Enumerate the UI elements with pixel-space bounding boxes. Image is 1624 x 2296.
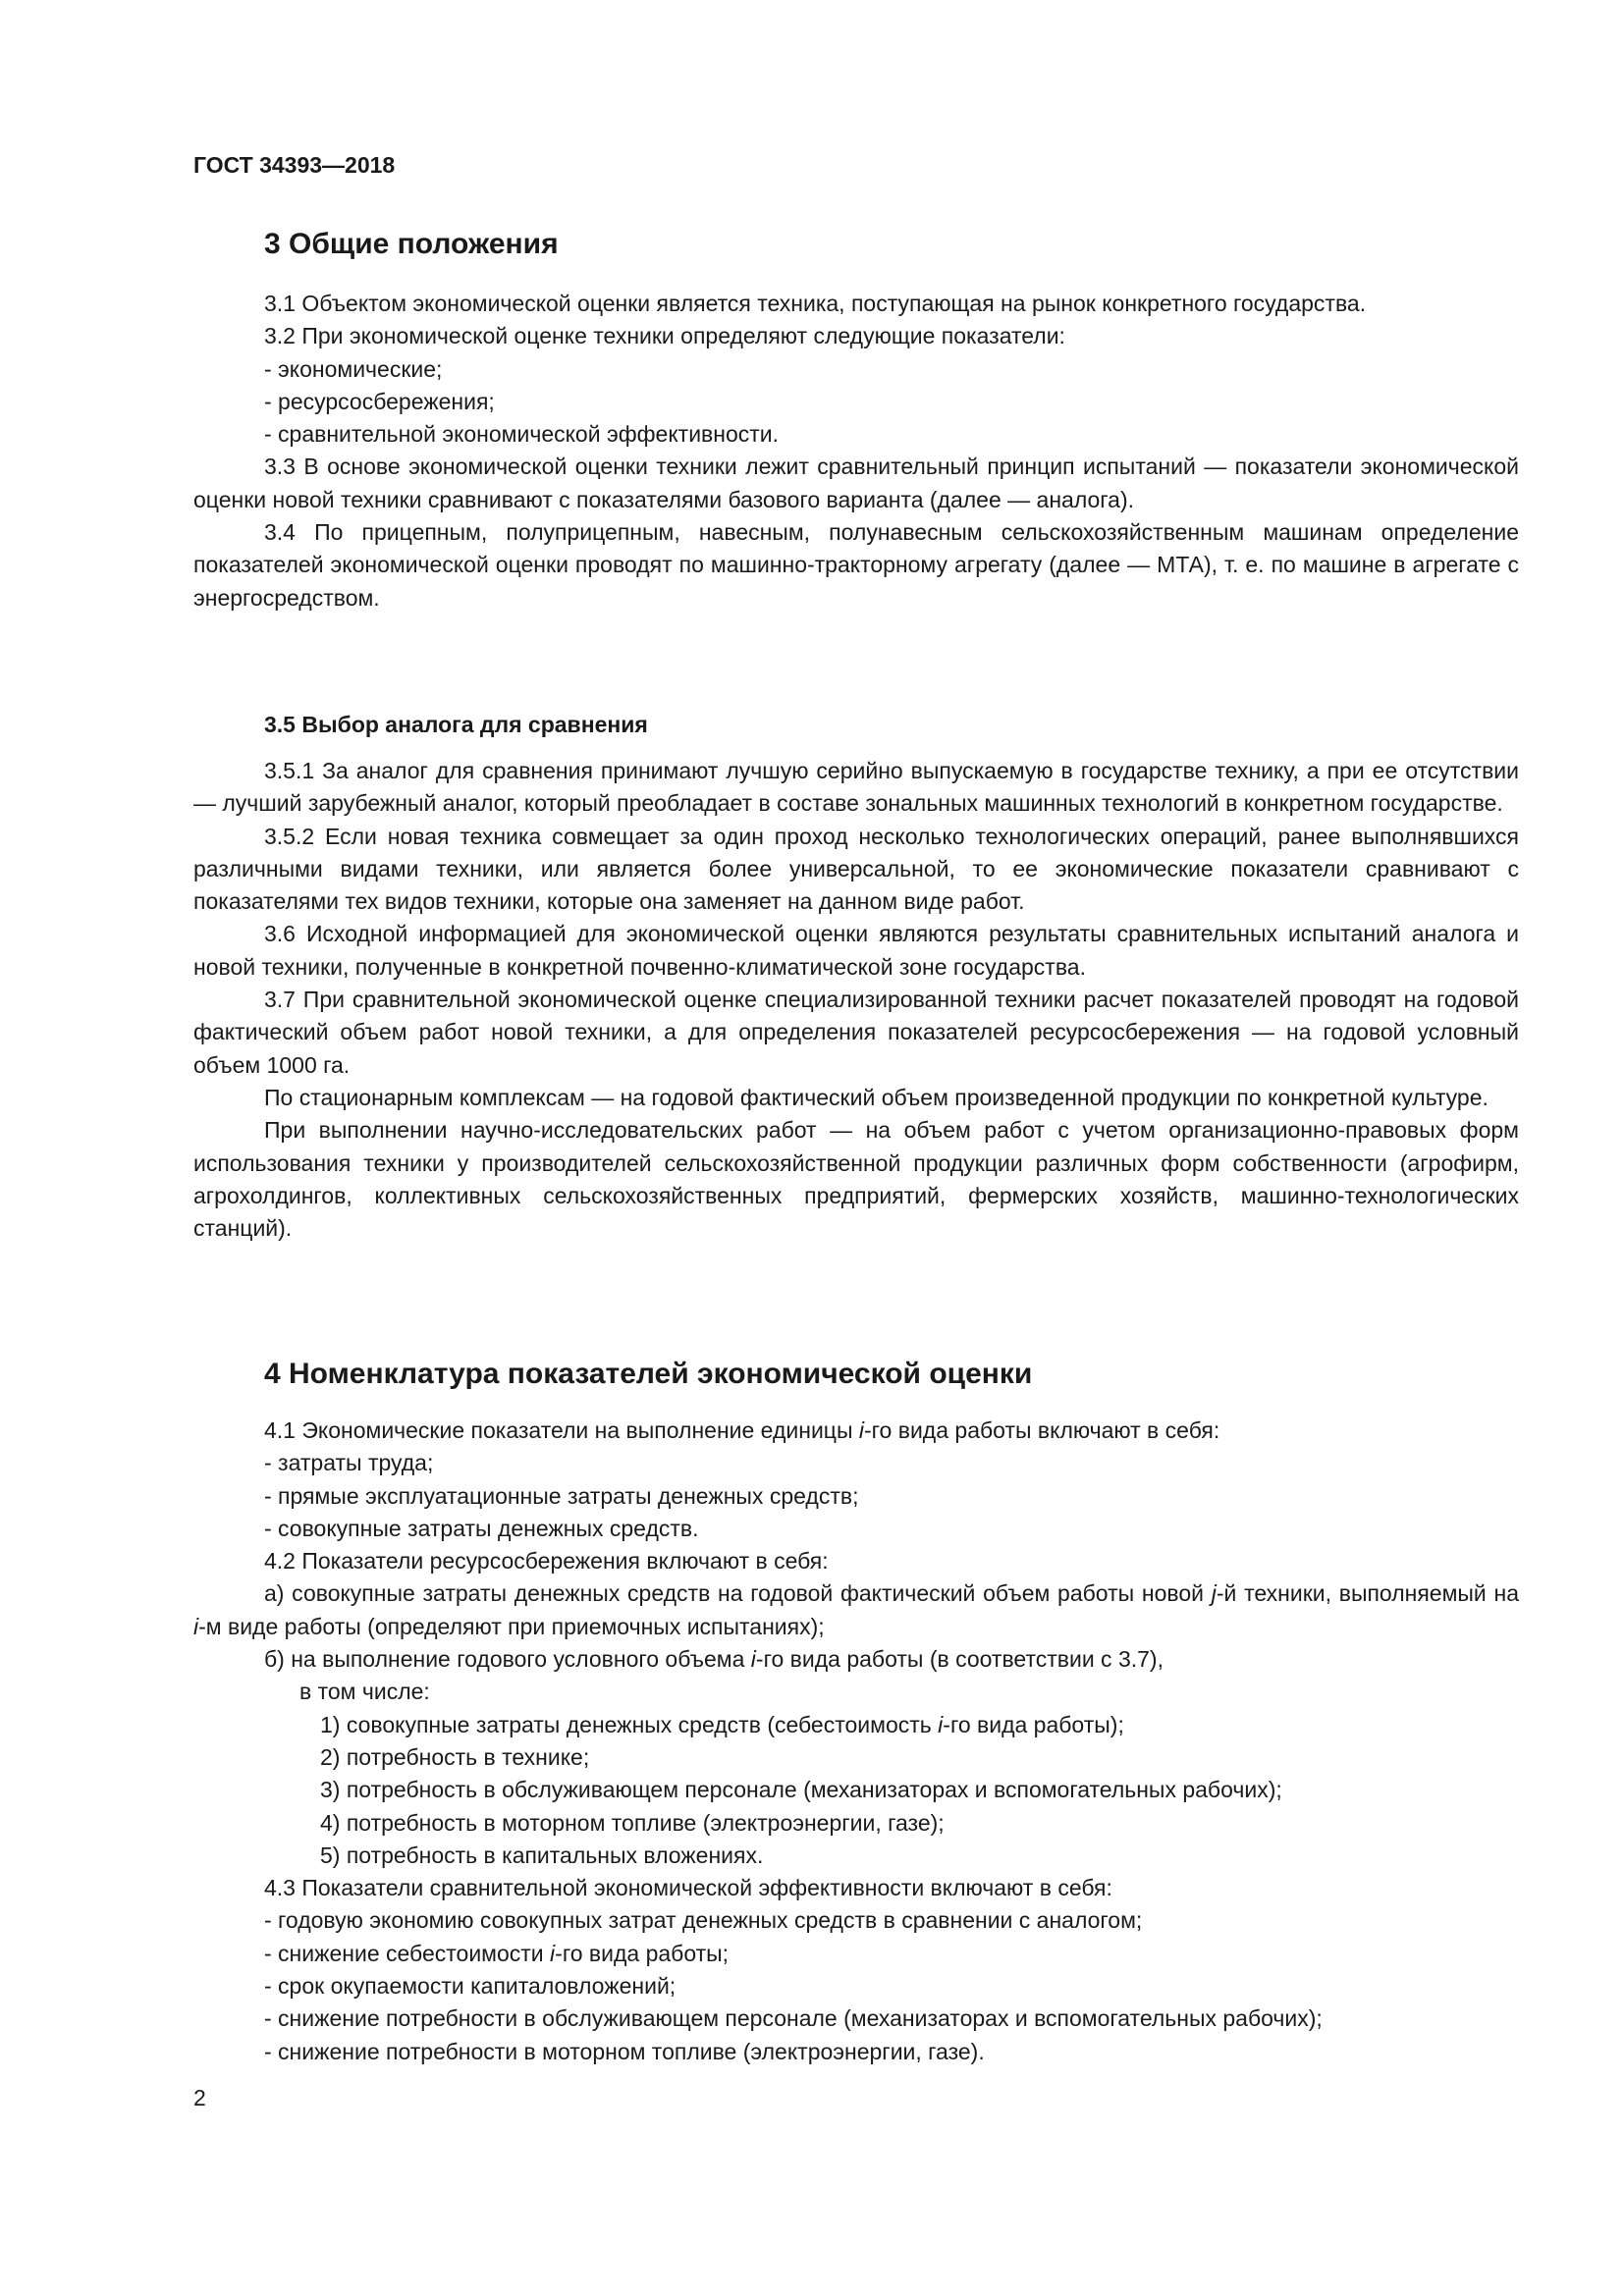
paragraph-4-3: 4.3 Показатели сравнительной экономической эффективности включают в себя: xyxy=(264,1875,1112,1901)
text: -го вида работы включают в себя: xyxy=(864,1417,1220,1443)
numbered-item: 2) потребность в технике; xyxy=(320,1743,590,1770)
list-item xyxy=(193,1938,1519,1970)
including-label: в том числе: xyxy=(299,1679,430,1705)
paragraph-3-6: 3.6 Исходной информацией для экономической оценки являются результаты сравнительных испытаний аналога и новой техники, полученные в конкретной почвенно-климатической зоне государства. xyxy=(193,921,1519,980)
paragraph-3-1: 3.1 Объектом экономической оценки является техника, поступающая на рынок конкретного государства. xyxy=(264,291,1367,316)
text: 1) совокупные затраты денежных средств (себестоимость xyxy=(320,1711,939,1737)
list-item: - годовую экономию совокупных затрат денежных средств в сравнении с аналогом; xyxy=(264,1907,1143,1934)
page-number: 2 xyxy=(193,2085,206,2110)
list-item: - срок окупаемости капиталовложений; xyxy=(264,1973,677,2000)
section-3-title: 3 Общие положения xyxy=(264,228,559,260)
list-item: - снижение потребности в моторном топливе (электроэнергии, газе). xyxy=(264,2038,985,2064)
section-3-body xyxy=(193,288,1519,614)
text: i xyxy=(858,1417,865,1443)
text: -го вида работы); xyxy=(943,1711,1124,1737)
paragraph-4-1 xyxy=(193,1415,1519,1447)
section-3-5-title: 3.5 Выбор аналога для сравнения xyxy=(264,712,648,737)
section-4-body xyxy=(193,1415,1519,2068)
text: i xyxy=(193,1613,199,1639)
list-item: - затраты труда; xyxy=(264,1450,434,1476)
paragraph-3-2: 3.2 При экономической оценке техники определяют следующие показатели: xyxy=(264,323,1065,349)
text: i xyxy=(938,1711,944,1737)
paragraph-3-7: 3.7 При сравнительной экономической оценке специализированной техники расчет показателей проводят на годовой фактический объем работ новой техники, а для определения показателей ресурсосбережения — на годовой условный объем 1000 га. xyxy=(193,987,1519,1078)
document-header: ГОСТ 34393—2018 xyxy=(193,152,396,178)
paragraph-3-5-1: 3.5.1 За аналог для сравнения принимают лучшую серийно выпускаемую в государстве технику, а при ее отсутствии — лучший зарубежный аналог, который преобладает в составе зональных машинных технологий в конкретном государстве. xyxy=(193,758,1519,817)
list-item: - экономические; xyxy=(264,355,443,382)
list-item: - совокупные затраты денежных средств. xyxy=(264,1515,699,1541)
paragraph-3-5-2: 3.5.2 Если новая техника совмещает за один проход несколько технологических операций, ранее выполнявшихся различными видами техники, или является более универсальной, то ее экономические показатели сравнивают с показателями тех видов техники, которые она заменяет на данном виде работ. xyxy=(193,823,1519,915)
text: -го вида работы (в соответствии с 3.7), xyxy=(755,1646,1164,1673)
text: i xyxy=(550,1940,556,1966)
list-item: - снижение потребности в обслуживающем персонале (механизаторах и вспомогательных рабочих); xyxy=(264,2005,1323,2032)
text: i xyxy=(750,1646,756,1673)
numbered-item: 4) потребность в моторном топливе (электроэнергии, газе); xyxy=(320,1809,945,1836)
list-item: - ресурсосбережения; xyxy=(264,388,495,414)
numbered-item: 3) потребность в обслуживающем персонале (механизаторах и вспомогательных рабочих); xyxy=(320,1777,1282,1803)
text: - снижение себестоимости xyxy=(264,1940,551,1966)
paragraph-stationary: По стационарным комплексам — на годовой фактический объем произведенной продукции по конкретной культуре. xyxy=(264,1084,1489,1110)
item-a xyxy=(193,1577,1519,1643)
text: -го вида работы; xyxy=(555,1940,730,1966)
text: а) совокупные затраты денежных средств на годовой фактический объем работы новой xyxy=(264,1580,1212,1607)
section-4-title: 4 Номенклатура показателей экономической оценки xyxy=(264,1358,1033,1390)
text: -й техники, выполняемый на xyxy=(1216,1580,1519,1607)
item-b xyxy=(193,1643,1519,1676)
numbered-item xyxy=(193,1709,1519,1741)
paragraph-3-3: 3.3 В основе экономической оценки техники лежит сравнительный принцип испытаний — показатели экономической оценки новой техники сравнивают с показателями базового варианта (далее — аналога). xyxy=(193,454,1519,512)
section-3-5-body xyxy=(193,755,1519,1245)
text: -м виде работы (определяют при приемочных испытаниях); xyxy=(198,1613,825,1639)
paragraph-research: При выполнении научно-исследовательских работ — на объем работ с учетом организационно-правовых форм использования техники у производителей сельскохозяйственной продукции различных форм собственности (агрофирм, агрохолдингов, коллективных сельскохозяйственных предприятий, фермерских хозяйств, машинно-технологических станций). xyxy=(193,1117,1519,1242)
numbered-item: 5) потребность в капитальных вложениях. xyxy=(320,1842,764,1868)
text: б) на выполнение годового условного объема xyxy=(264,1646,751,1673)
paragraph-4-2: 4.2 Показатели ресурсосбережения включают в себя: xyxy=(264,1548,829,1575)
list-item: - прямые эксплуатационные затраты денежных средств; xyxy=(264,1482,859,1509)
list-item: - сравнительной экономической эффективности. xyxy=(264,421,780,448)
text: j xyxy=(1211,1580,1217,1607)
paragraph-3-4: 3.4 По прицепным, полуприцепным, навесным, полунавесным сельскохозяйственным машинам определение показателей экономической оценки проводят по машинно-тракторному агрегату (далее — МТА), т. е. по машине в агрегате с энергосредством. xyxy=(193,519,1519,611)
text: 4.1 Экономические показатели на выполнение единицы xyxy=(264,1417,859,1443)
